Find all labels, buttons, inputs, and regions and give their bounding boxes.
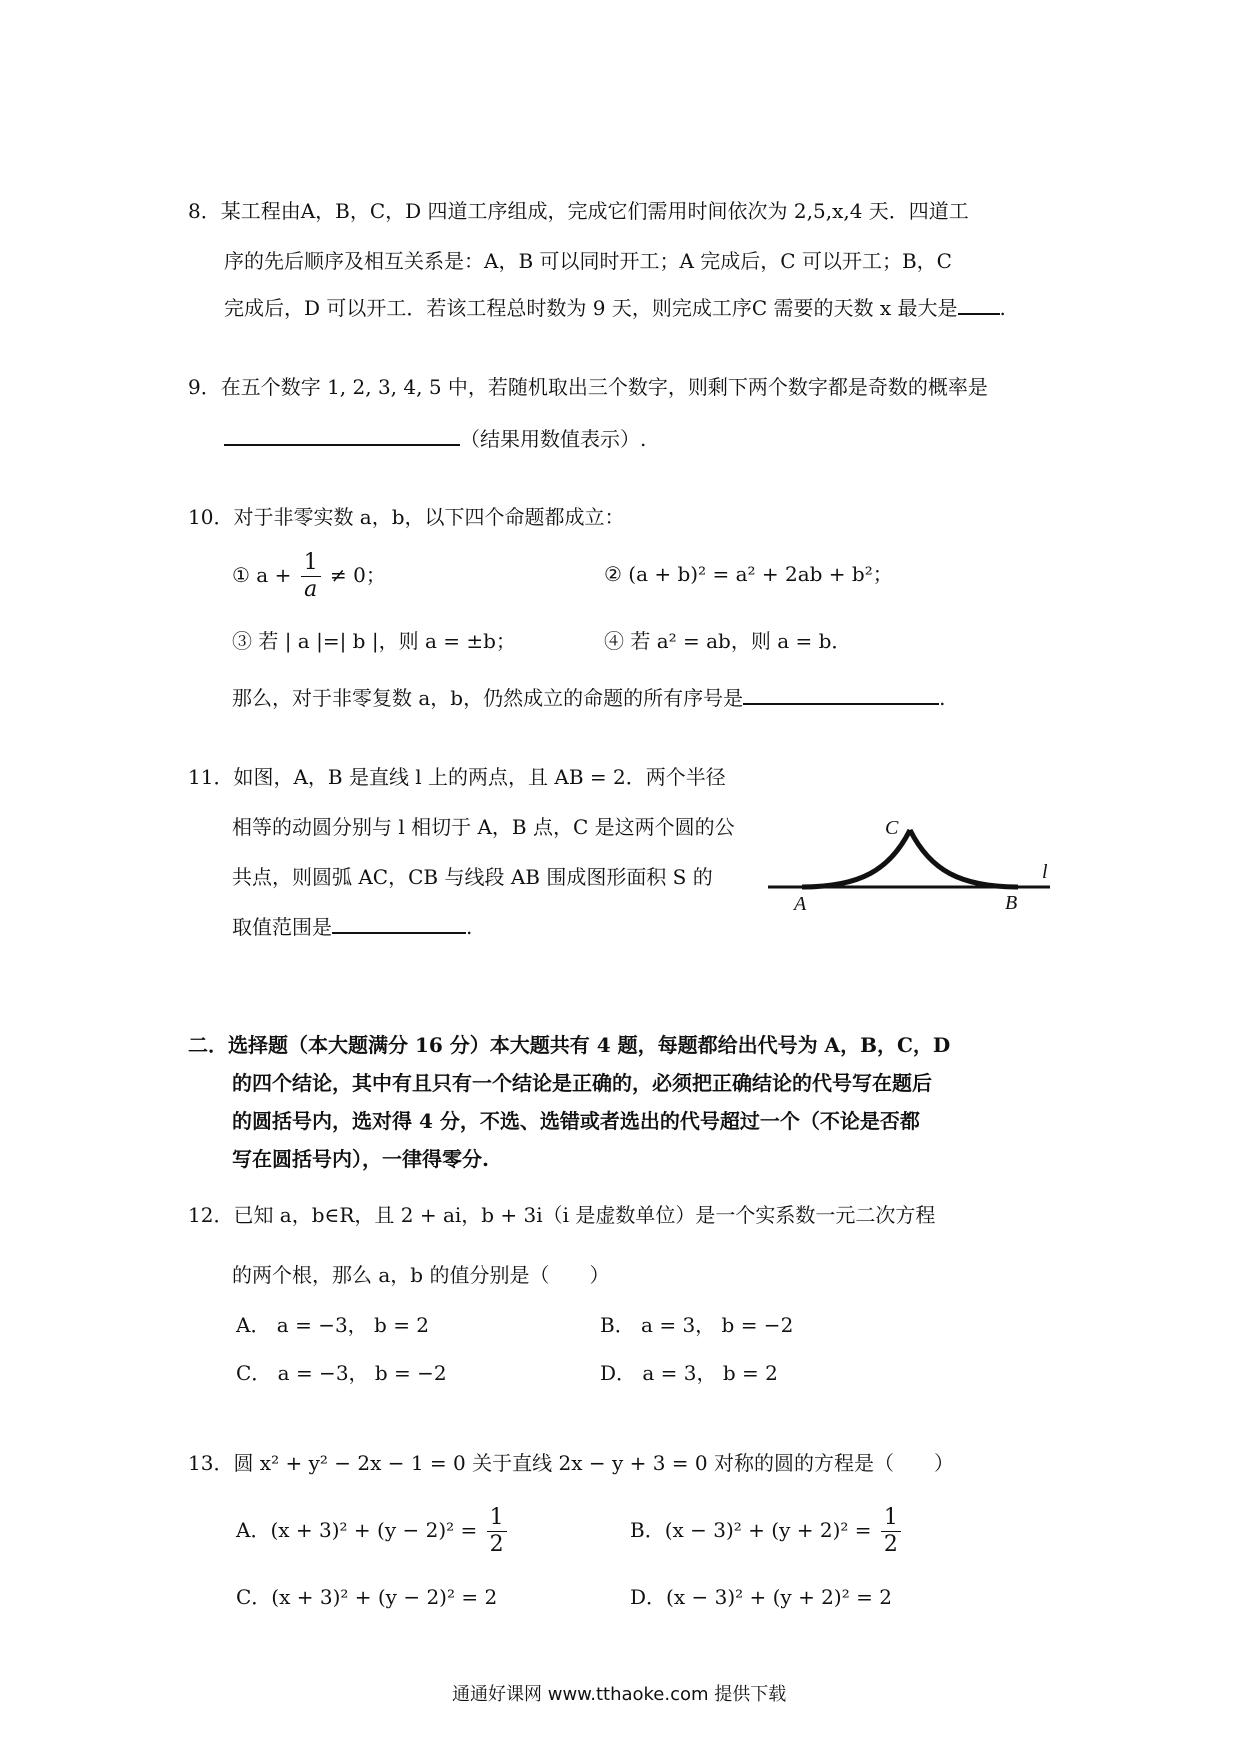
q10-intro: 10．对于非零实数 a，b，以下四个命题都成立： [188, 505, 625, 529]
q8-line3-text: 完成后，D 可以开工．若该工程总时数为 9 天，则完成工序C 需要的天数 x 最大是 [224, 296, 958, 320]
q10-prop1-den: a [304, 577, 318, 602]
q12-option-d: D． a = 3， b = 2 [600, 1361, 778, 1385]
q10-conclusion-text: 那么，对于非零复数 a，b，仍然成立的命题的所有序号是 [232, 686, 744, 710]
q11-end: . [466, 915, 473, 939]
label-b: B [1005, 892, 1018, 914]
q10-prop3: ③ 若 | a |=| b |，则 a = ±b； [232, 629, 516, 653]
q13-option-a-fraction [487, 1505, 507, 1558]
q13-option-b-num: 1 [881, 1505, 901, 1532]
q9-line1: 9．在五个数字 1, 2, 3, 4, 5 中，若随机取出三个数字，则剩下两个数字都是奇数的概率是 [188, 375, 988, 399]
q13-option-b-pre: B．(x − 3)² + (y + 2)² = [630, 1518, 878, 1542]
q13-option-b [630, 1505, 904, 1558]
section2-line1: 二．选择题（本大题满分 16 分）本大题共有 4 题，每题都给出代号为 A，B，C，D [188, 1033, 951, 1057]
q10-prop1-num: 1 [301, 550, 321, 577]
q10-answer-blank [743, 685, 939, 705]
q10-prop1-fraction [301, 550, 321, 603]
section2-line2: 的四个结论，其中有且只有一个结论是正确的，必须把正确结论的代号写在题后 [232, 1071, 932, 1095]
q12-line1: 12．已知 a，b∈R，且 2 + ai，b + 3i（i 是虚数单位）是一个实系数一元二次方程 [188, 1203, 936, 1227]
label-c: C [885, 817, 899, 839]
section2-line4: 写在圆括号内），一律得零分. [232, 1147, 489, 1171]
q11-answer-blank [332, 914, 466, 934]
q12-option-c: C． a = −3， b = −2 [236, 1361, 447, 1385]
q10-prop2: ② (a + b)² = a² + 2ab + b²； [604, 562, 893, 586]
q10-prop1 [232, 550, 386, 603]
q8-answer-blank [958, 295, 1000, 315]
q11-line4-text: 取值范围是 [232, 915, 332, 939]
q13-option-a-pre: A．(x + 3)² + (y − 2)² = [236, 1518, 484, 1542]
q10-conclusion [232, 683, 945, 713]
q8-line1: 8．某工程由A，B，C，D 四道工序组成，完成它们需用时间依次为 2,5,x,4 天．四道工 [188, 199, 969, 223]
q12-option-b: B． a = 3， b = −2 [600, 1313, 794, 1337]
q13-option-b-fraction [881, 1505, 901, 1558]
q13-option-a-num: 1 [487, 1505, 507, 1532]
q8-line2: 序的先后顺序及相互关系是：A，B 可以同时开工；A 完成后，C 可以开工；B，C [224, 249, 952, 273]
q11-figure [760, 810, 1060, 930]
q13-option-a-den: 2 [489, 1532, 504, 1557]
section2-line3: 的圆括号内，选对得 4 分，不选、选错或者选出的代号超过一个（不论是否都 [232, 1109, 920, 1133]
q10-end: . [939, 686, 946, 710]
q13-line1: 13．圆 x² + y² − 2x − 1 = 0 关于直线 2x − y + 3 = 0 对称的圆的方程是（ ） [188, 1451, 955, 1475]
q11-line1: 11．如图，A，B 是直线 l 上的两点，且 AB = 2．两个半径 [188, 765, 726, 789]
q9-line2 [224, 424, 646, 454]
arc-cb [910, 830, 1018, 887]
q13-option-a [236, 1505, 510, 1558]
q13-option-b-den: 2 [883, 1532, 898, 1557]
q12-option-a: A． a = −3， b = 2 [236, 1313, 430, 1337]
q11-line2: 相等的动圆分别与 l 相切于 A，B 点，C 是这两个圆的公 [232, 815, 735, 839]
q11-line4 [232, 912, 472, 942]
q13-option-d: D．(x − 3)² + (y + 2)² = 2 [630, 1585, 892, 1609]
q12-line2: 的两个根，那么 a，b 的值分别是（ ） [232, 1263, 610, 1287]
q9-line2-text: （结果用数值表示）. [460, 427, 647, 451]
q10-prop4: ④ 若 a² = ab，则 a = b． [604, 629, 852, 653]
q10-prop1-post: ≠ 0； [323, 563, 386, 587]
page-footer: 通通好课网 www.tthaoke.com 提供下载 [452, 1684, 787, 1705]
q8-end: . [999, 296, 1006, 320]
q8-line3 [224, 293, 1006, 323]
q10-prop1-pre: ① a + [232, 563, 298, 587]
q9-answer-blank [224, 426, 460, 446]
q11-line3: 共点，则圆弧 AC，CB 与线段 AB 围成图形面积 S 的 [232, 865, 713, 889]
label-a: A [794, 893, 807, 915]
q13-option-c: C．(x + 3)² + (y − 2)² = 2 [236, 1585, 498, 1609]
label-l: l [1042, 861, 1048, 883]
